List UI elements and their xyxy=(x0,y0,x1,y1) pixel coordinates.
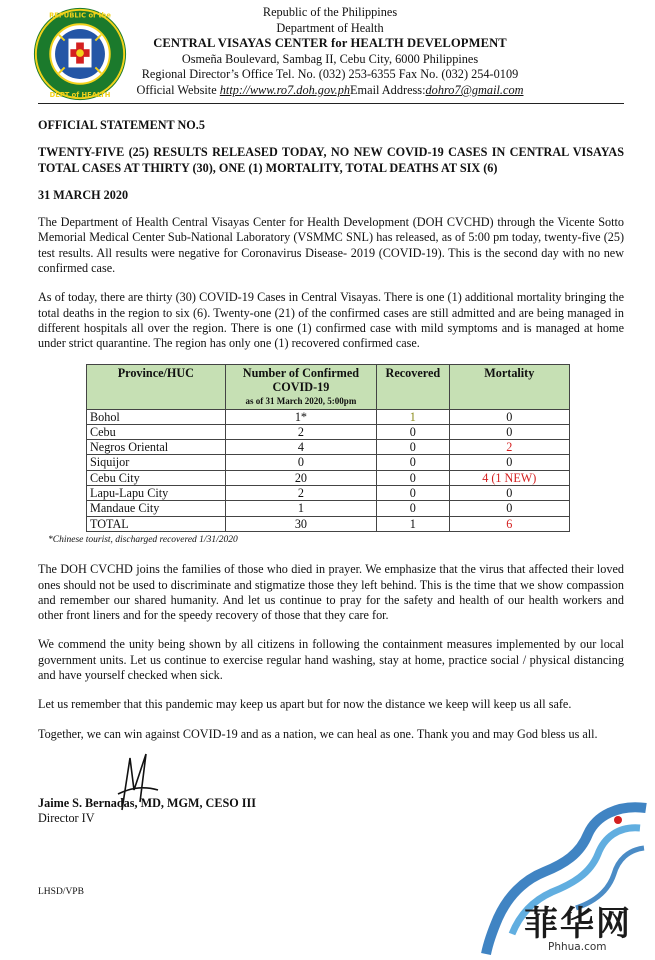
watermark-url: Phhua.com xyxy=(548,941,607,953)
table-total-row xyxy=(87,516,570,531)
website-link[interactable]: http://www.ro7.doh.gov.ph xyxy=(219,82,351,97)
cell-mortality: 2 xyxy=(449,440,569,455)
republic-line: Republic of the Philippines xyxy=(262,5,398,19)
cell-recovered: 0 xyxy=(377,440,449,455)
office-name: CENTRAL VISAYAS CENTER for HEALTH DEVELOPMENT xyxy=(153,36,507,51)
cell-confirmed: 2 xyxy=(225,424,376,439)
cell-mortality: 6 xyxy=(449,516,569,531)
contact-line: Regional Director’s Office Tel. No. (032) 253-6355 Fax No. (032) 254-0109 xyxy=(141,67,519,82)
table-row xyxy=(87,486,570,501)
cell-recovered: 0 xyxy=(377,486,449,501)
signatory-position: Director IV xyxy=(38,811,95,825)
table-header-row xyxy=(87,364,570,409)
header-confirmed-date: as of 31 March 2020, 5:00pm xyxy=(245,395,357,406)
cell-province: TOTAL xyxy=(87,516,226,531)
statement-body xyxy=(38,118,624,742)
email-prefix: Email Address: xyxy=(350,82,426,97)
table-row xyxy=(87,501,570,516)
cell-province: Cebu City xyxy=(87,470,226,485)
cell-province: Cebu xyxy=(87,424,226,439)
table-row xyxy=(87,470,570,485)
table-row xyxy=(87,455,570,470)
doh-seal-logo xyxy=(32,6,128,102)
paragraph-2: As of today, there are thirty (30) COVID-19 Cases in Central Visayas. There is one (1) additional mortality bringing the total deaths in the region to six (6). Twenty-one (21) of the confirmed cases are still admitted and are being managed in different hospitals all over the region. There is one (1) confirmed case with mild symptoms and is managed at home under strict quarantine. The region has only one (1) recovered confirmed case. xyxy=(38,290,624,351)
header-confirmed-label: Number of Confirmed COVID-19 xyxy=(242,365,360,394)
header-recovered: Recovered xyxy=(377,364,449,409)
cell-confirmed: 1* xyxy=(225,409,376,424)
cell-mortality: 0 xyxy=(449,424,569,439)
covid-cases-table xyxy=(86,364,570,532)
header-mortality: Mortality xyxy=(449,364,569,409)
statement-date: 31 MARCH 2020 xyxy=(38,187,129,202)
cell-confirmed: 4 xyxy=(225,440,376,455)
address-line: Osmeña Boulevard, Sambag II, Cebu City, 6000 Philippines xyxy=(181,51,479,66)
watermark-text: 菲华网 xyxy=(524,904,632,944)
paragraph-6: Together, we can win against COVID-19 and as a nation, we can heal as one. Thank you and may God bless us all. xyxy=(38,726,598,741)
cell-recovered: 0 xyxy=(377,455,449,470)
table-row xyxy=(87,409,570,424)
statement-title: OFFICIAL STATEMENT NO.5 xyxy=(38,118,205,132)
cell-province: Siquijor xyxy=(87,455,226,470)
letterhead-text xyxy=(120,5,540,99)
cell-mortality: 4 (1 NEW) xyxy=(449,470,569,485)
header-confirmed xyxy=(225,364,376,409)
paragraph-4: We commend the unity being shown by all citizens in following the containment measures implemented by our local government units. Let us continue to exercise regular hand washing, stay at home, practice social / physical distancing and have yourself checked when sick. xyxy=(38,637,624,683)
cell-mortality: 0 xyxy=(449,501,569,516)
website-email-line xyxy=(120,83,540,99)
cell-recovered: 0 xyxy=(377,424,449,439)
letterhead xyxy=(0,0,655,100)
cell-confirmed: 2 xyxy=(225,486,376,501)
cell-mortality: 0 xyxy=(449,455,569,470)
cell-confirmed: 1 xyxy=(225,501,376,516)
header-divider xyxy=(38,103,624,104)
cell-confirmed: 20 xyxy=(225,470,376,485)
table-row xyxy=(87,440,570,455)
header-province: Province/HUC xyxy=(87,364,226,409)
reference-initials: LHSD/VPB xyxy=(38,887,84,897)
paragraph-1: The Department of Health Central Visayas Center for Health Development (DOH CVCHD) through the Vicente Sotto Memorial Medical Center Sub-National Laboratory (VSMMC SNL) has released, as of 5:00 pm today, twenty-five (25) test results. All results were negative for Coronavirus Disease- 2019 (COVID-19). This is the second day with no new confirmed case. xyxy=(38,215,624,276)
cell-recovered: 1 xyxy=(377,516,449,531)
signatory-name: Jaime S. Bernadas, MD, MGM, CESO III xyxy=(38,796,257,810)
email-link[interactable]: dohro7@gmail.com xyxy=(425,82,524,97)
paragraph-5: Let us remember that this pandemic may keep us apart but for now the distance we keep will keep us all safe. xyxy=(38,697,572,712)
statement-headline: TWENTY-FIVE (25) RESULTS RELEASED TODAY, NO NEW COVID-19 CASES IN CENTRAL VISAYAS TOTAL CASES AT THIRTY (30), ONE (1) MORTALITY, TOTAL DEATHS AT SIX (6) xyxy=(38,145,624,175)
cell-province: Lapu-Lapu City xyxy=(87,486,226,501)
cell-recovered: 0 xyxy=(377,501,449,516)
cell-recovered: 1 xyxy=(377,409,449,424)
cell-confirmed: 30 xyxy=(225,516,376,531)
website-prefix: Official Website xyxy=(136,82,220,97)
svg-text:REPUBLIC of the: REPUBLIC of the xyxy=(49,11,111,20)
cell-province: Negros Oriental xyxy=(87,440,226,455)
department-line: Department of Health xyxy=(276,20,384,35)
signature-block xyxy=(38,796,256,826)
cell-mortality: 0 xyxy=(449,486,569,501)
cell-mortality: 0 xyxy=(449,409,569,424)
cell-province: Mandaue City xyxy=(87,501,226,516)
cell-recovered: 0 xyxy=(377,470,449,485)
table-row xyxy=(87,424,570,439)
table-footnote: *Chinese tourist, discharged recovered 1/31/2020 xyxy=(48,534,238,545)
cell-confirmed: 0 xyxy=(225,455,376,470)
paragraph-3: The DOH CVCHD joins the families of those who died in prayer. We emphasize that the virus that affected their loved ones should not be used to discriminate and stigmatize those they left behind. This is the time that we show compassion and remember our shared humanity. And let us continue to pray for the safety and health of our health workers and other front liners and for the speedy recovery of those that they care for. xyxy=(38,562,624,623)
svg-text:DEPT of HEALTH: DEPT of HEALTH xyxy=(49,91,111,100)
cell-province: Bohol xyxy=(87,409,226,424)
